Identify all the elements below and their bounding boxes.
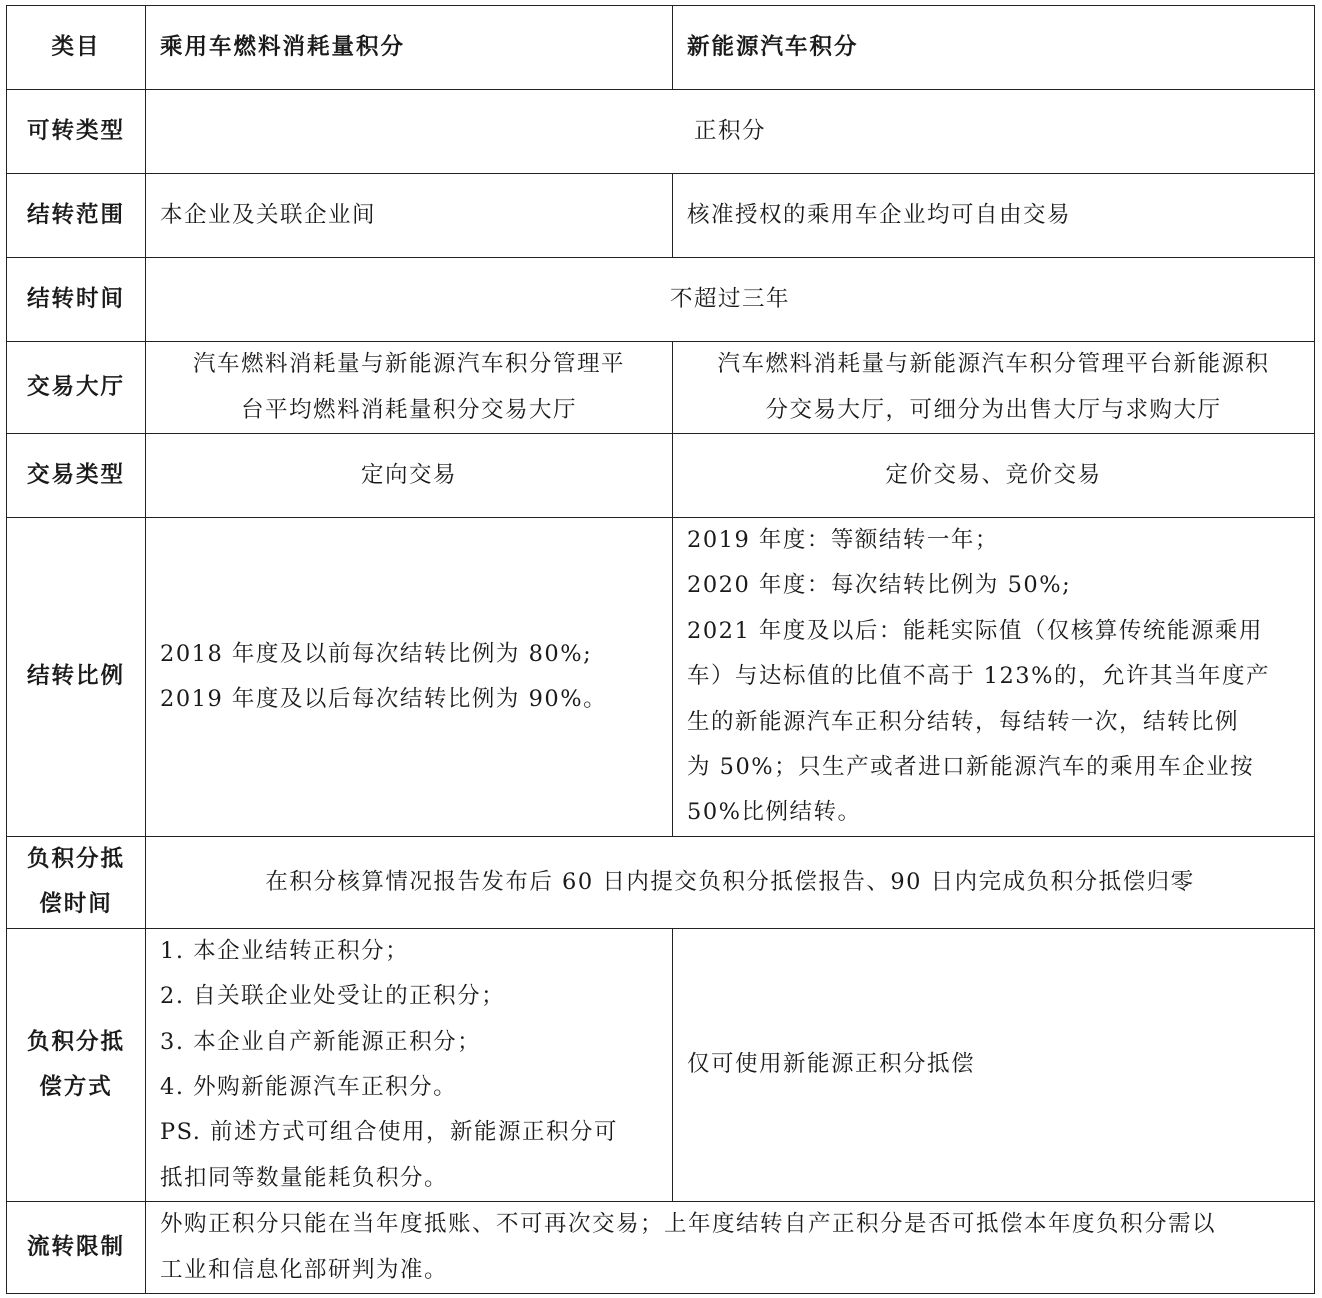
- table-row: [7, 836, 1315, 928]
- credit-comparison-table: [6, 5, 1315, 1294]
- row-label-line: 偿方式: [39, 1074, 113, 1101]
- cell-line: 汽车燃料消耗量与新能源汽车积分管理平: [192, 351, 625, 378]
- table-row: [7, 518, 1315, 837]
- cell-line: 50%比例结转。: [687, 799, 862, 826]
- table-row: [7, 434, 1315, 518]
- table-row: [7, 90, 1315, 174]
- cell-line: 生的新能源汽车正积分结转，每结转一次，结转比例: [687, 708, 1240, 735]
- table-row: [7, 342, 1315, 434]
- row-label-line: 偿时间: [39, 891, 113, 918]
- cell-fuel: 定向交易: [146, 434, 673, 518]
- cell-line: 台平均燃料消耗量积分交易大厅: [240, 396, 577, 423]
- table-row: [7, 928, 1315, 1201]
- cell-fuel: 本企业及关联企业间: [146, 174, 673, 258]
- header-nev-credit: 新能源汽车积分: [673, 6, 1315, 90]
- cell-fuel: [146, 928, 673, 1201]
- cell-nev: [673, 518, 1315, 837]
- header-category: 类目: [7, 6, 146, 90]
- cell-line: 为 50%；只生产或者进口新能源汽车的乘用车企业按: [687, 754, 1255, 781]
- cell-merged: 正积分: [146, 90, 1315, 174]
- cell-fuel: [146, 518, 673, 837]
- row-label: 结转比例: [7, 518, 146, 837]
- table-row: [7, 1202, 1315, 1294]
- cell-merged: 不超过三年: [146, 258, 1315, 342]
- cell-line: 1. 本企业结转正积分；: [160, 937, 410, 964]
- cell-nev: [673, 342, 1315, 434]
- cell-line: 车）与达标值的比值不高于 123%的，允许其当年度产: [687, 663, 1270, 690]
- cell-line: 3. 本企业自产新能源正积分；: [160, 1028, 482, 1055]
- row-label: 结转范围: [7, 174, 146, 258]
- table-row: [7, 258, 1315, 342]
- row-label: 可转类型: [7, 90, 146, 174]
- cell-line: 2021 年度及以后：能耗实际值（仅核算传统能源乘用: [687, 617, 1263, 644]
- row-label-line: 负积分抵: [26, 1028, 125, 1055]
- row-label: 交易大厅: [7, 342, 146, 434]
- cell-merged: 在积分核算情况报告发布后 60 日内提交负积分抵偿报告、90 日内完成负积分抵偿归零: [146, 836, 1315, 928]
- row-label: [7, 836, 146, 928]
- cell-line: 分交易大厅，可细分为出售大厅与求购大厅: [765, 396, 1222, 423]
- cell-line: 2. 自关联企业处受让的正积分；: [160, 983, 506, 1010]
- row-label-line: 负积分抵: [26, 845, 125, 872]
- cell-line: 外购正积分只能在当年度抵账、不可再次交易；上年度结转自产正积分是否可抵偿本年度负积分需以: [160, 1211, 1217, 1238]
- cell-line: 汽车燃料消耗量与新能源汽车积分管理平台新能源积: [717, 351, 1270, 378]
- row-label: 结转时间: [7, 258, 146, 342]
- cell-line: 2020 年度：每次结转比例为 50%;: [687, 572, 1072, 599]
- row-label: 交易类型: [7, 434, 146, 518]
- table-row: [7, 174, 1315, 258]
- row-label: [7, 928, 146, 1201]
- cell-line: 抵扣同等数量能耗负积分。: [160, 1164, 449, 1191]
- cell-line: 2019 年度：等额结转一年；: [687, 527, 999, 553]
- cell-line: 工业和信息化部研判为准。: [160, 1256, 449, 1283]
- cell-nev: 核准授权的乘用车企业均可自由交易: [673, 174, 1315, 258]
- cell-merged: [146, 1202, 1315, 1294]
- cell-nev: 仅可使用新能源正积分抵偿: [673, 928, 1315, 1201]
- cell-line: 2019 年度及以后每次结转比例为 90%。: [160, 685, 608, 712]
- cell-line: 2018 年度及以前每次结转比例为 80%;: [160, 640, 593, 667]
- header-fuel-consumption-credit: 乘用车燃料消耗量积分: [146, 6, 673, 90]
- row-label: 流转限制: [7, 1202, 146, 1294]
- cell-line: 4. 外购新能源汽车正积分。: [160, 1074, 458, 1101]
- cell-nev: 定价交易、竞价交易: [673, 434, 1315, 518]
- cell-line: PS. 前述方式可组合使用，新能源正积分可: [160, 1119, 619, 1146]
- cell-fuel: [146, 342, 673, 434]
- header-row: [7, 6, 1315, 90]
